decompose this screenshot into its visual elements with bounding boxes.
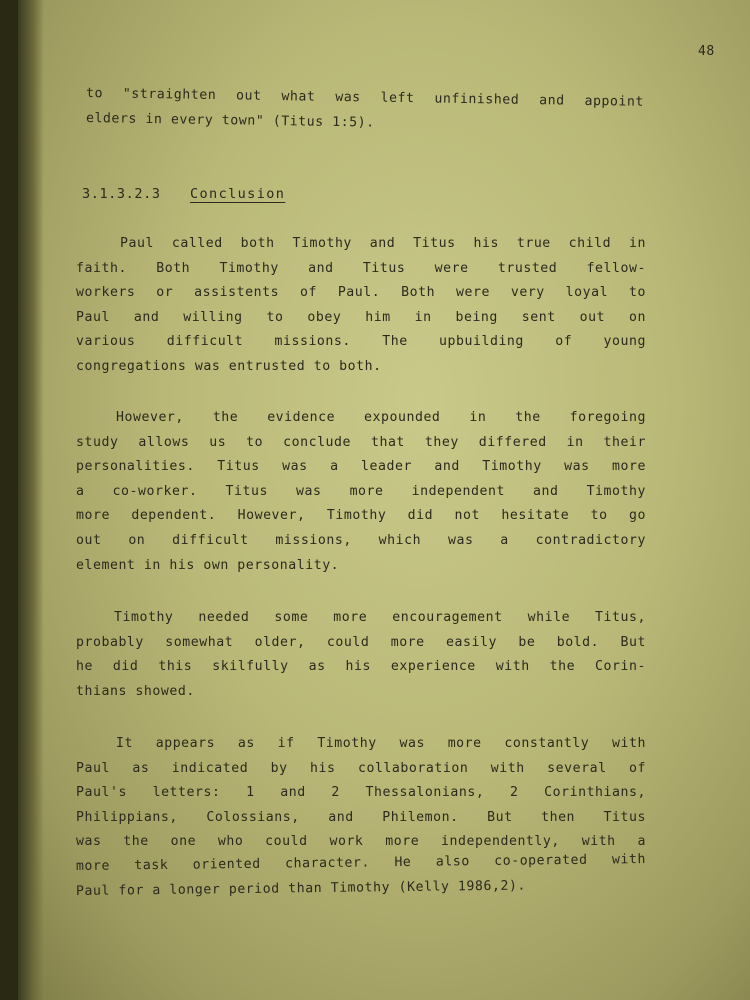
paragraph-line: Philippians, Colossians, and Philemon. But then Titus [76, 809, 646, 825]
paragraph-line: Timothy needed some more encouragement while Titus, [114, 610, 646, 625]
paragraph-line: workers or assistents of Paul. Both were very loyal to [76, 285, 646, 301]
paragraph-line: Paul's letters: 1 and 2 Thessalonians, 2 Corinthians, [76, 785, 646, 801]
paragraph-line: he did this skilfully as his experience with the Corin- [76, 659, 646, 675]
paragraph-line: personalities. Titus was a leader and Timothy was more [76, 459, 646, 475]
paragraph-4 [76, 732, 646, 904]
paragraph-line: Paul for a longer period than Timothy (Kelly 1986,2). [75, 878, 527, 899]
page-number: 48 [698, 44, 715, 59]
paragraph-line: element in his own personality. [76, 557, 340, 573]
paragraph-line: Paul as indicated by his collaboration with several of [76, 760, 646, 776]
section-number: 3.1.3.2.3 [82, 186, 161, 202]
paragraph-line: more dependent. However, Timothy did not hesitate to go [76, 508, 646, 524]
intro-line: elders in every town" (Titus 1:5). [85, 110, 375, 131]
paragraph-line: various difficult missions. The upbuilding of young [76, 334, 646, 350]
paragraph-3 [76, 606, 646, 704]
paragraph-line: study allows us to conclude that they differed in their [76, 434, 646, 450]
page-gutter-shadow [18, 0, 44, 1000]
paragraph-line: congregations was entrusted to both. [76, 358, 382, 374]
paragraph-line: Paul called both Timothy and Titus his true child in [120, 236, 646, 251]
paragraph-line: faith. Both Timothy and Titus were trusted fellow- [76, 260, 646, 276]
paragraph-line: probably somewhat older, could more easily be bold. But [76, 634, 646, 650]
paragraph-line: thians showed. [76, 683, 195, 699]
paragraph-line: was the one who could work more independently, with a [76, 834, 646, 850]
document-page [18, 0, 750, 1000]
section-title: Conclusion [190, 186, 286, 202]
paragraph-line: However, the evidence expounded in the foregoing [116, 410, 646, 425]
paragraph-line: It appears as if Timothy was more constantly with [116, 736, 646, 751]
paragraph-2 [76, 406, 646, 578]
paragraph-line: out on difficult missions, which was a contradictory [76, 532, 646, 548]
paragraph-1 [76, 232, 646, 380]
paragraph-line: more task oriented character. He also co-operated with [75, 852, 647, 874]
intro-line: to "straighten out what was left unfinished and appoint [85, 86, 645, 110]
paragraph-line: Paul and willing to obey him in being sent out on [76, 309, 646, 325]
intro-paragraph [86, 82, 644, 131]
paragraph-line: a co-worker. Titus was more independent and Timothy [76, 483, 646, 499]
